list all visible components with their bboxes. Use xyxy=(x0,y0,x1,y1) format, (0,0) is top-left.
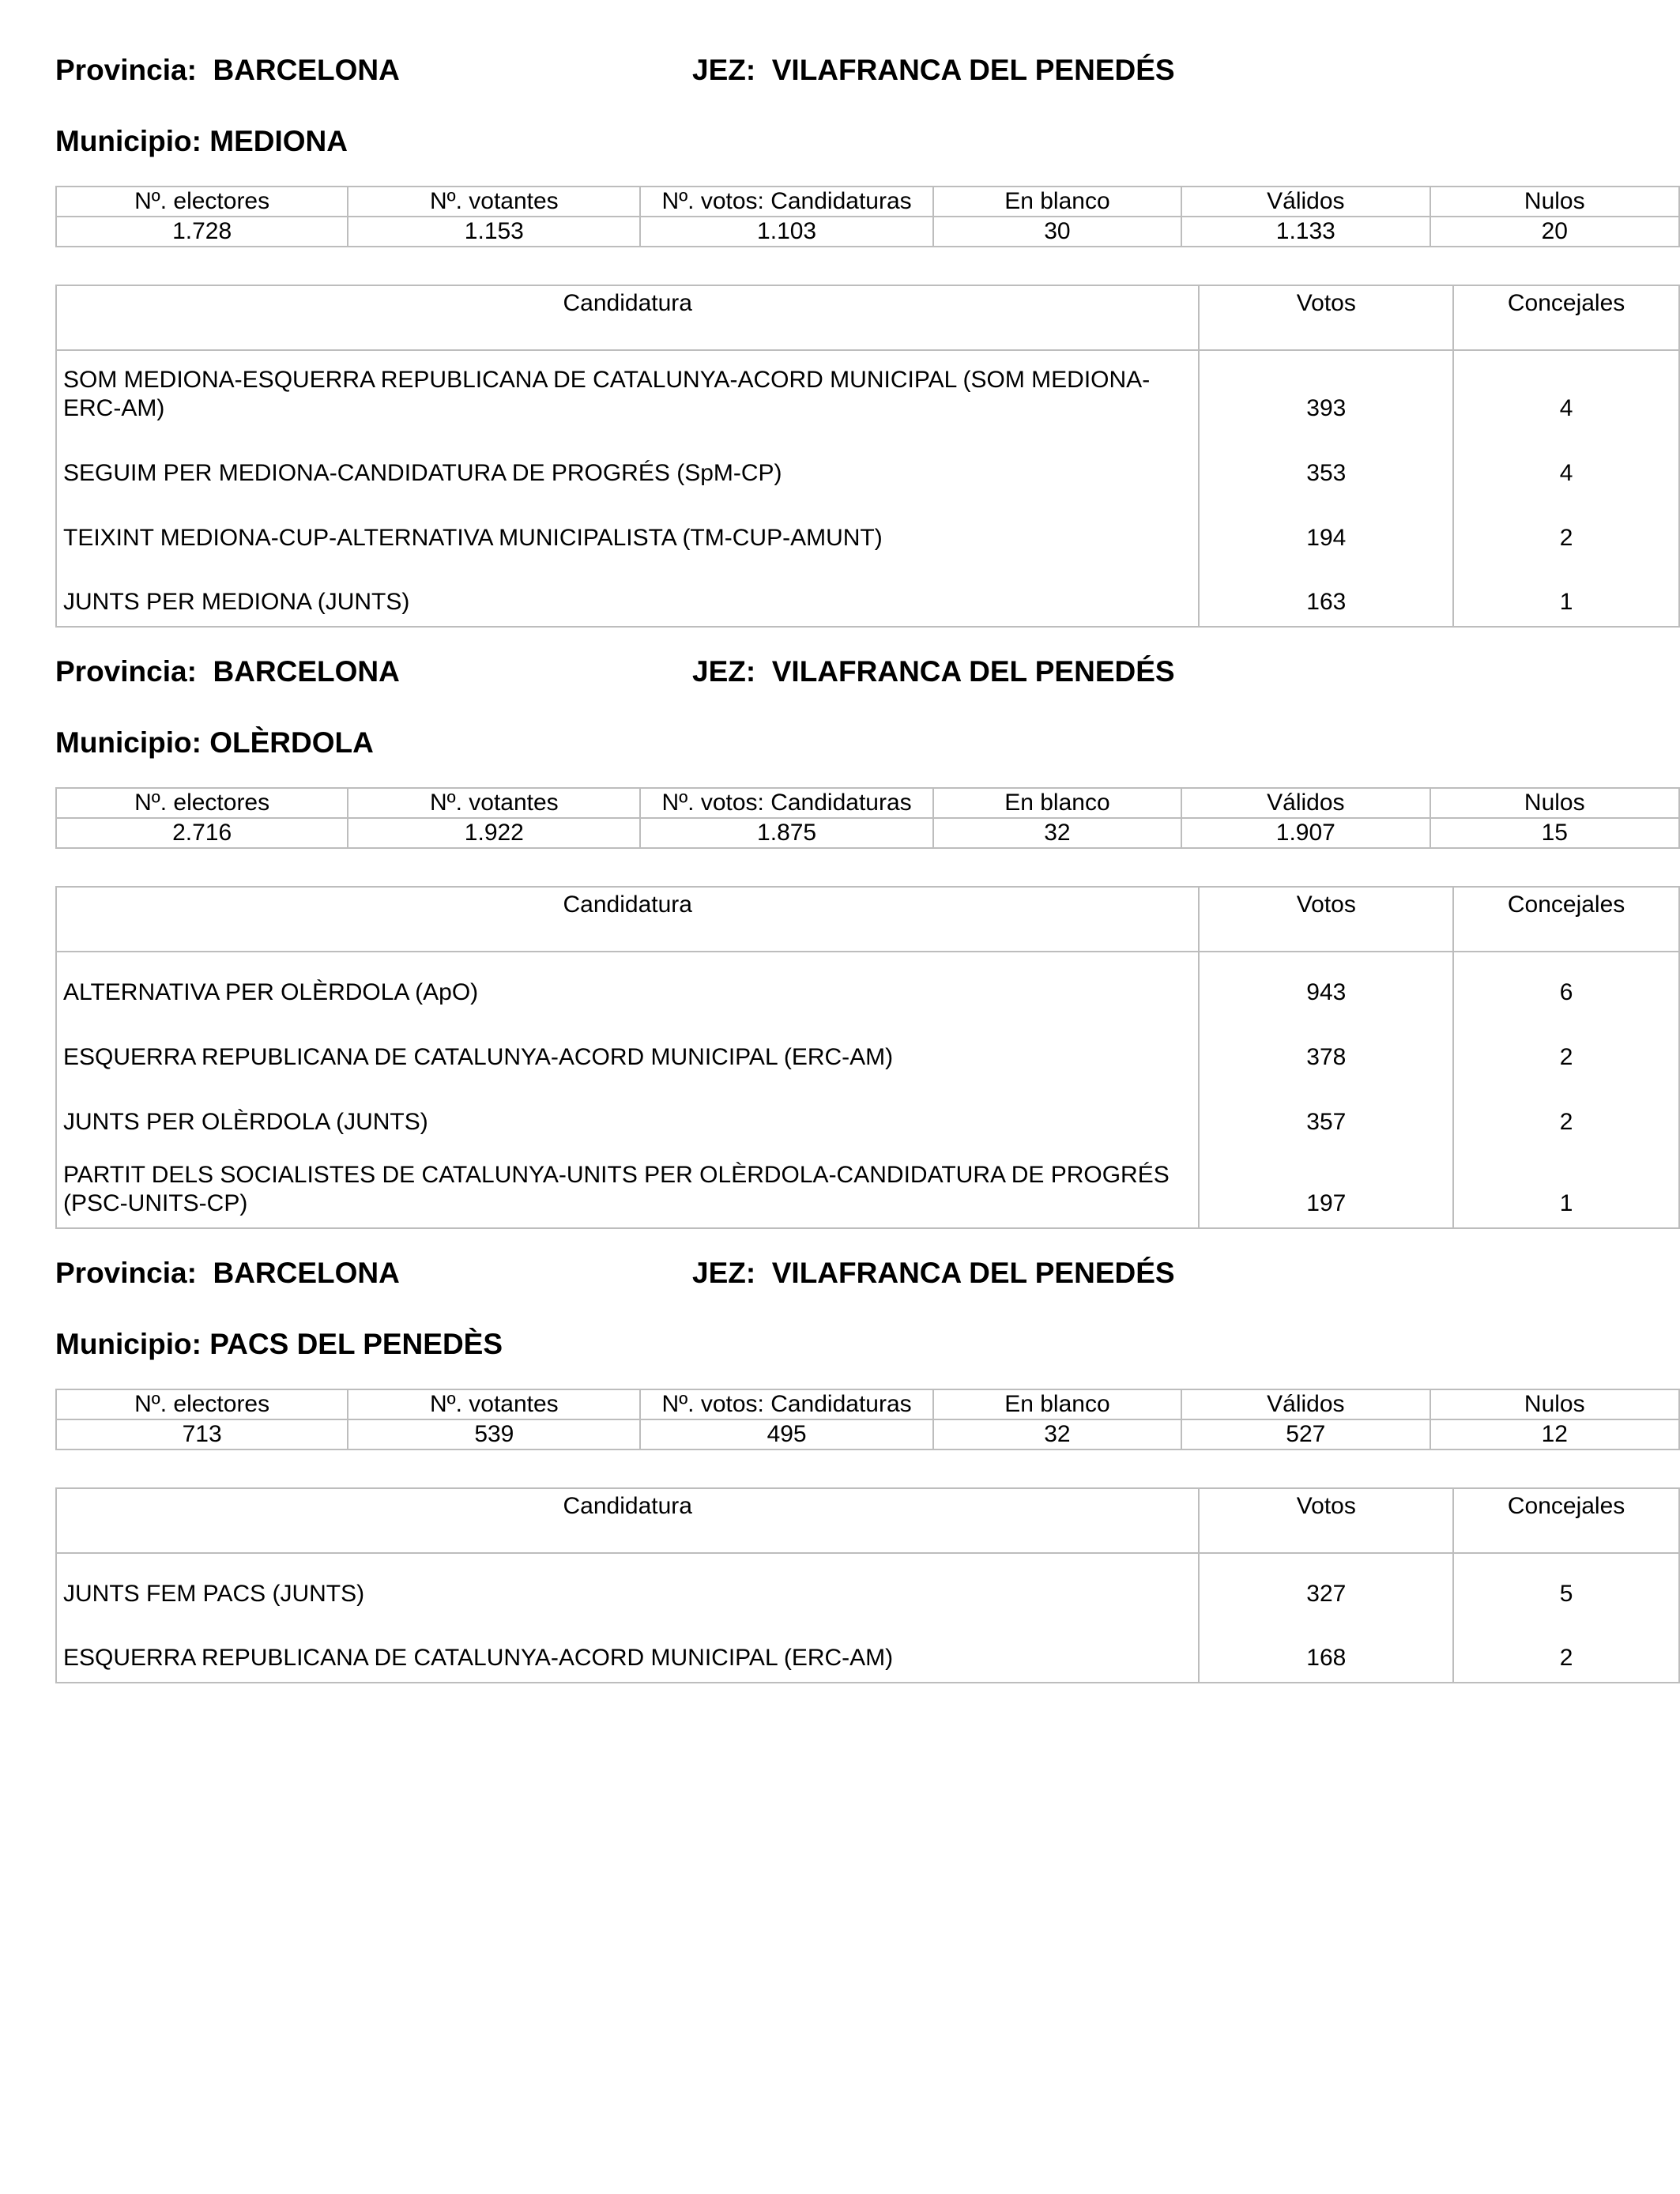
col-header-votos: Votos xyxy=(1199,285,1453,350)
summary-table xyxy=(55,1389,1680,1450)
summary-value-row xyxy=(56,1419,1679,1449)
col-header-votos: Votos xyxy=(1199,887,1453,952)
summary-header: Nº. votantes xyxy=(348,788,640,818)
votos-value: 327 xyxy=(1199,1553,1453,1618)
summary-value: 527 xyxy=(1181,1419,1430,1449)
col-header-candidatura: Candidatura xyxy=(56,1488,1199,1553)
provincia-line xyxy=(55,1258,400,1287)
col-header-votos: Votos xyxy=(1199,1488,1453,1553)
municipio-label: Municipio: xyxy=(55,1328,202,1360)
concejales-value: 2 xyxy=(1453,1618,1679,1683)
summary-header: Nº. electores xyxy=(56,788,348,818)
municipio-line xyxy=(55,1329,503,1359)
summary-value: 1.875 xyxy=(640,818,932,848)
summary-header: Nº. votos: Candidaturas xyxy=(640,1389,932,1419)
table-row xyxy=(56,1146,1679,1228)
summary-value: 1.103 xyxy=(640,217,932,247)
municipio-label: Municipio: xyxy=(55,125,202,157)
votos-value: 197 xyxy=(1199,1146,1453,1228)
summary-value: 1.728 xyxy=(56,217,348,247)
municipio-value: PACS DEL PENEDÈS xyxy=(209,1328,503,1360)
jez-line xyxy=(692,657,1175,686)
jez-line xyxy=(692,1258,1175,1287)
candidaturas-header-row xyxy=(56,1488,1679,1553)
provincia-value: BARCELONA xyxy=(213,1257,400,1289)
candidatura-name: SOM MEDIONA-ESQUERRA REPUBLICANA DE CATALUNYA-ACORD MUNICIPAL (SOM MEDIONA-ERC-AM) xyxy=(56,350,1199,432)
concejales-value: 4 xyxy=(1453,432,1679,497)
candidatura-name: ESQUERRA REPUBLICANA DE CATALUNYA-ACORD MUNICIPAL (ERC-AM) xyxy=(56,1016,1199,1081)
summary-header: Nº. votos: Candidaturas xyxy=(640,788,932,818)
summary-header: Nº. electores xyxy=(56,1389,348,1419)
summary-value: 1.922 xyxy=(348,818,640,848)
table-row xyxy=(56,952,1679,1016)
provincia-value: BARCELONA xyxy=(213,655,400,688)
jez-label: JEZ: xyxy=(692,54,756,86)
jez-label: JEZ: xyxy=(692,655,756,688)
provincia-value: BARCELONA xyxy=(213,54,400,86)
col-header-candidatura: Candidatura xyxy=(56,285,1199,350)
summary-header: En blanco xyxy=(933,788,1181,818)
summary-header: Nulos xyxy=(1430,1389,1679,1419)
summary-value: 713 xyxy=(56,1419,348,1449)
table-row xyxy=(56,497,1679,562)
table-row xyxy=(56,1618,1679,1683)
summary-header: Válidos xyxy=(1181,1389,1430,1419)
votos-value: 168 xyxy=(1199,1618,1453,1683)
summary-value: 32 xyxy=(933,818,1181,848)
candidaturas-header-row xyxy=(56,887,1679,952)
summary-header: Válidos xyxy=(1181,788,1430,818)
provincia-label: Provincia: xyxy=(55,1257,197,1289)
summary-header: Válidos xyxy=(1181,187,1430,217)
summary-value: 15 xyxy=(1430,818,1679,848)
votos-value: 163 xyxy=(1199,562,1453,627)
jez-value: VILAFRANCA DEL PENEDÉS xyxy=(771,1257,1175,1289)
votos-value: 943 xyxy=(1199,952,1453,1016)
summary-header-row xyxy=(56,1389,1679,1419)
votos-value: 378 xyxy=(1199,1016,1453,1081)
summary-header: En blanco xyxy=(933,187,1181,217)
table-row xyxy=(56,350,1679,432)
municipio-value: OLÈRDOLA xyxy=(209,726,374,759)
summary-value-row xyxy=(56,818,1679,848)
summary-header-row xyxy=(56,788,1679,818)
concejales-value: 1 xyxy=(1453,1146,1679,1228)
concejales-value: 5 xyxy=(1453,1553,1679,1618)
candidatura-name: ESQUERRA REPUBLICANA DE CATALUNYA-ACORD MUNICIPAL (ERC-AM) xyxy=(56,1618,1199,1683)
col-header-concejales: Concejales xyxy=(1453,285,1679,350)
candidatura-name: PARTIT DELS SOCIALISTES DE CATALUNYA-UNITS PER OLÈRDOLA-CANDIDATURA DE PROGRÉS (PSC-UNITS-CP) xyxy=(56,1146,1199,1228)
jez-value: VILAFRANCA DEL PENEDÉS xyxy=(771,655,1175,688)
provincia-label: Provincia: xyxy=(55,655,197,688)
candidatura-name: SEGUIM PER MEDIONA-CANDIDATURA DE PROGRÉS (SpM-CP) xyxy=(56,432,1199,497)
summary-header: Nº. electores xyxy=(56,187,348,217)
jez-value: VILAFRANCA DEL PENEDÉS xyxy=(771,54,1175,86)
candidaturas-table xyxy=(55,1487,1680,1683)
summary-header: En blanco xyxy=(933,1389,1181,1419)
provincia-line xyxy=(55,657,400,686)
summary-header: Nº. votantes xyxy=(348,1389,640,1419)
table-row xyxy=(56,562,1679,627)
candidatura-name: TEIXINT MEDIONA-CUP-ALTERNATIVA MUNICIPALISTA (TM-CUP-AMUNT) xyxy=(56,497,1199,562)
candidatura-name: JUNTS PER MEDIONA (JUNTS) xyxy=(56,562,1199,627)
municipio-line xyxy=(55,728,374,757)
candidatura-name: JUNTS FEM PACS (JUNTS) xyxy=(56,1553,1199,1618)
table-row xyxy=(56,1081,1679,1146)
summary-value: 1.907 xyxy=(1181,818,1430,848)
votos-value: 194 xyxy=(1199,497,1453,562)
summary-value: 30 xyxy=(933,217,1181,247)
table-row xyxy=(56,432,1679,497)
concejales-value: 2 xyxy=(1453,1081,1679,1146)
jez-line xyxy=(692,55,1175,85)
votos-value: 357 xyxy=(1199,1081,1453,1146)
summary-value: 495 xyxy=(640,1419,932,1449)
municipio-label: Municipio: xyxy=(55,726,202,759)
candidatura-name: ALTERNATIVA PER OLÈRDOLA (ApO) xyxy=(56,952,1199,1016)
votos-value: 393 xyxy=(1199,350,1453,432)
summary-header: Nulos xyxy=(1430,187,1679,217)
summary-value: 12 xyxy=(1430,1419,1679,1449)
concejales-value: 4 xyxy=(1453,350,1679,432)
summary-value: 539 xyxy=(348,1419,640,1449)
summary-header: Nº. votos: Candidaturas xyxy=(640,187,932,217)
table-row xyxy=(56,1016,1679,1081)
candidaturas-table xyxy=(55,886,1680,1229)
summary-table xyxy=(55,186,1680,247)
votos-value: 353 xyxy=(1199,432,1453,497)
provincia-label: Provincia: xyxy=(55,54,197,86)
candidatura-name: JUNTS PER OLÈRDOLA (JUNTS) xyxy=(56,1081,1199,1146)
col-header-concejales: Concejales xyxy=(1453,887,1679,952)
municipio-line xyxy=(55,126,348,156)
concejales-value: 2 xyxy=(1453,1016,1679,1081)
candidaturas-table xyxy=(55,285,1680,628)
provincia-line xyxy=(55,55,400,85)
concejales-value: 6 xyxy=(1453,952,1679,1016)
col-header-concejales: Concejales xyxy=(1453,1488,1679,1553)
summary-value: 1.133 xyxy=(1181,217,1430,247)
col-header-candidatura: Candidatura xyxy=(56,887,1199,952)
jez-label: JEZ: xyxy=(692,1257,756,1289)
concejales-value: 1 xyxy=(1453,562,1679,627)
summary-value-row xyxy=(56,217,1679,247)
summary-value: 32 xyxy=(933,1419,1181,1449)
municipio-value: MEDIONA xyxy=(209,125,348,157)
summary-header: Nulos xyxy=(1430,788,1679,818)
summary-value: 20 xyxy=(1430,217,1679,247)
summary-header: Nº. votantes xyxy=(348,187,640,217)
summary-value: 2.716 xyxy=(56,818,348,848)
concejales-value: 2 xyxy=(1453,497,1679,562)
candidaturas-header-row xyxy=(56,285,1679,350)
summary-header-row xyxy=(56,187,1679,217)
summary-value: 1.153 xyxy=(348,217,640,247)
summary-table xyxy=(55,787,1680,849)
table-row xyxy=(56,1553,1679,1618)
